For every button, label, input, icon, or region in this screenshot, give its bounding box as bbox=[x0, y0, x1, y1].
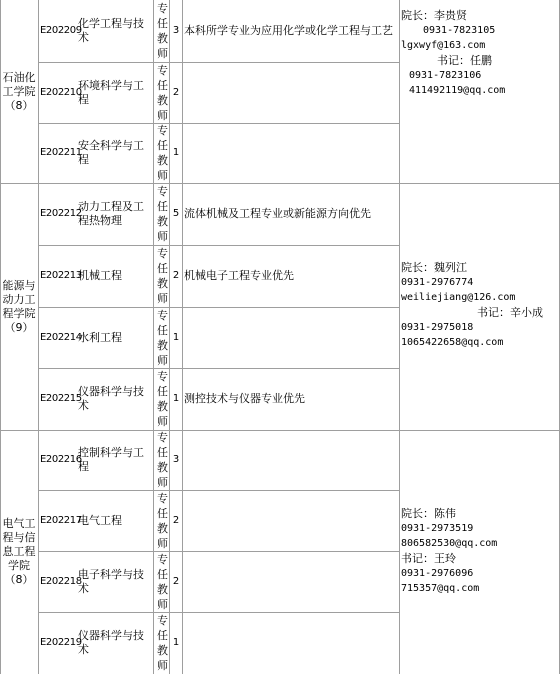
position-type: 专任教师 bbox=[157, 2, 168, 60]
position-type: 专任教师 bbox=[157, 63, 168, 122]
position-code: E202210 bbox=[40, 86, 82, 98]
position-code: E202216 bbox=[40, 454, 82, 465]
dean-email: weiliejiang@126.com bbox=[401, 292, 516, 303]
position-type: 专任教师 bbox=[157, 431, 168, 489]
position-code: E202212 bbox=[40, 208, 82, 219]
secretary-phone: 0931-2976096 bbox=[401, 568, 474, 579]
position-count: 2 bbox=[172, 270, 180, 281]
position-type: 专任教师 bbox=[157, 247, 168, 305]
major-name: 动力工程及工程热物理 bbox=[78, 200, 144, 227]
dean-phone: 0931-2973519 bbox=[401, 523, 474, 534]
position-requirement bbox=[184, 551, 398, 612]
major-name: 安全科学与工程 bbox=[78, 139, 144, 166]
position-code: E202218 bbox=[40, 575, 82, 587]
position-type: 专任教师 bbox=[157, 370, 168, 428]
major-name: 控制科学与工程 bbox=[78, 446, 144, 473]
college-name: 电气工程与信息工程学院（8） bbox=[2, 517, 36, 586]
position-count: 1 bbox=[172, 147, 180, 158]
major-name: 电气工程 bbox=[78, 513, 122, 527]
secretary-email: 715357@qq.com bbox=[401, 583, 480, 594]
major-name: 电子科学与技术 bbox=[78, 567, 144, 595]
position-requirement: 机械电子工程专业优先 bbox=[184, 269, 294, 282]
position-code: E202214 bbox=[40, 331, 82, 343]
major-name: 仪器科学与技术 bbox=[78, 385, 144, 412]
college-name: 石油化工学院（8） bbox=[2, 70, 36, 112]
position-requirement bbox=[184, 430, 398, 490]
position-code: E202209 bbox=[40, 25, 82, 36]
secretary-name: 书记：任鹏 bbox=[437, 54, 492, 67]
table-border bbox=[182, 0, 183, 674]
contact-info bbox=[401, 8, 559, 112]
secretary-phone: 0931-7823106 bbox=[409, 70, 482, 81]
major-name: 化学工程与技术 bbox=[78, 17, 144, 44]
secretary-phone: 0931-2975018 bbox=[401, 322, 474, 333]
position-count: 5 bbox=[172, 208, 180, 219]
position-code: E202211 bbox=[40, 147, 82, 158]
table-border bbox=[153, 0, 154, 674]
position-type: 专任教师 bbox=[157, 614, 168, 672]
contact-info bbox=[401, 506, 559, 602]
position-code: E202219 bbox=[40, 637, 82, 648]
position-code: E202215 bbox=[40, 393, 82, 404]
position-count: 1 bbox=[172, 637, 180, 648]
secretary-email: 411492119@qq.com bbox=[409, 85, 506, 96]
position-type: 专任教师 bbox=[157, 552, 168, 611]
position-count: 3 bbox=[172, 454, 180, 465]
position-code: E202213 bbox=[40, 270, 82, 281]
position-count: 2 bbox=[172, 575, 180, 587]
table-border bbox=[399, 0, 400, 674]
position-type: 专任教师 bbox=[157, 308, 168, 367]
position-code: E202217 bbox=[40, 514, 82, 526]
position-requirement bbox=[184, 62, 398, 123]
position-count: 2 bbox=[172, 514, 180, 526]
dean-phone: 0931-2976774 bbox=[401, 277, 474, 288]
position-requirement: 流体机械及工程专业或新能源方向优先 bbox=[184, 207, 371, 220]
secretary-name: 书记：王玲 bbox=[401, 552, 456, 565]
position-requirement bbox=[184, 612, 398, 674]
contact-info bbox=[401, 260, 559, 356]
position-requirement: 测控技术与仪器专业优先 bbox=[184, 392, 305, 405]
dean-name: 院长：魏列江 bbox=[401, 261, 467, 274]
dean-email: lgxwyf@163.com bbox=[401, 40, 486, 51]
position-requirement bbox=[184, 123, 398, 183]
position-type: 专任教师 bbox=[157, 185, 168, 243]
major-name: 机械工程 bbox=[78, 269, 122, 282]
position-count: 1 bbox=[172, 393, 180, 404]
position-requirement bbox=[184, 307, 398, 368]
position-count: 2 bbox=[172, 86, 180, 98]
table-border bbox=[38, 0, 39, 674]
secretary-email: 1065422658@qq.com bbox=[401, 337, 504, 348]
major-name: 环境科学与工程 bbox=[78, 78, 144, 106]
dean-email: 806582530@qq.com bbox=[401, 538, 498, 549]
dean-name: 院长：李贵贤 bbox=[401, 9, 467, 22]
position-count: 3 bbox=[172, 25, 180, 36]
position-requirement bbox=[184, 490, 398, 551]
college-name: 能源与动力工程学院（9） bbox=[2, 278, 36, 334]
secretary-name: 书记：辛小成 bbox=[477, 306, 543, 319]
major-name: 仪器科学与技术 bbox=[78, 629, 144, 656]
major-name: 水利工程 bbox=[78, 330, 122, 344]
position-type: 专任教师 bbox=[157, 124, 168, 182]
dean-phone: 0931-7823105 bbox=[423, 25, 496, 36]
position-type: 专任教师 bbox=[157, 491, 168, 550]
position-count: 1 bbox=[172, 331, 180, 343]
dean-name: 院长：陈伟 bbox=[401, 507, 456, 520]
position-requirement: 本科所学专业为应用化学或化学工程与工艺 bbox=[184, 24, 393, 37]
